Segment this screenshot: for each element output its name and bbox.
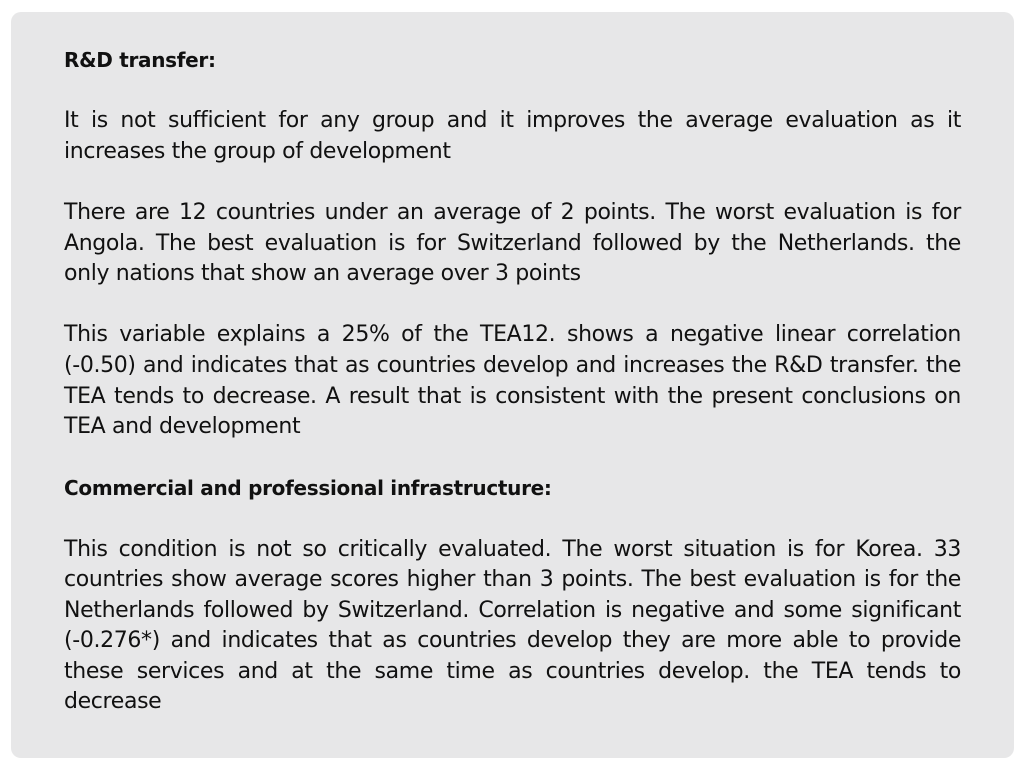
paragraph-rd-sufficiency: It is not sufficient for any group and it improves the average evaluation as it increases the group of development (64, 108, 961, 164)
section-heading-commercial-infrastructure: Commercial and professional infrastructure: (64, 476, 552, 501)
section-heading-rd-transfer: R&D transfer: (64, 48, 216, 72)
paragraph-rd-correlation: This variable explains a 25% of the TEA12. shows a negative linear correlation (-0.50) and indicates that as countries develop and increases the R&D transfer. the TEA tends to decrease. A result that is consistent with the present conclusions on TEA and development (64, 322, 961, 440)
slide-panel (11, 12, 1014, 758)
paragraph-rd-countries: There are 12 countries under an average of 2 points. The worst evaluation is for Angola. The best evaluation is for Switzerland followed by the Netherlands. the only nations that show an average over 3 points (64, 199, 961, 287)
paragraph-commercial-condition: This condition is not so critically evaluated. The worst situation is for Korea. 33 countries show average scores higher than 3 points. The best evaluation is for the Netherlands followed by Switzerland. Correlation is negative and some significant (-0.276*) and indicates that as countries develop they are more able to provide these services and at the same time as countries develop. the TEA tends to decrease (64, 536, 961, 715)
slide-content (64, 45, 961, 718)
